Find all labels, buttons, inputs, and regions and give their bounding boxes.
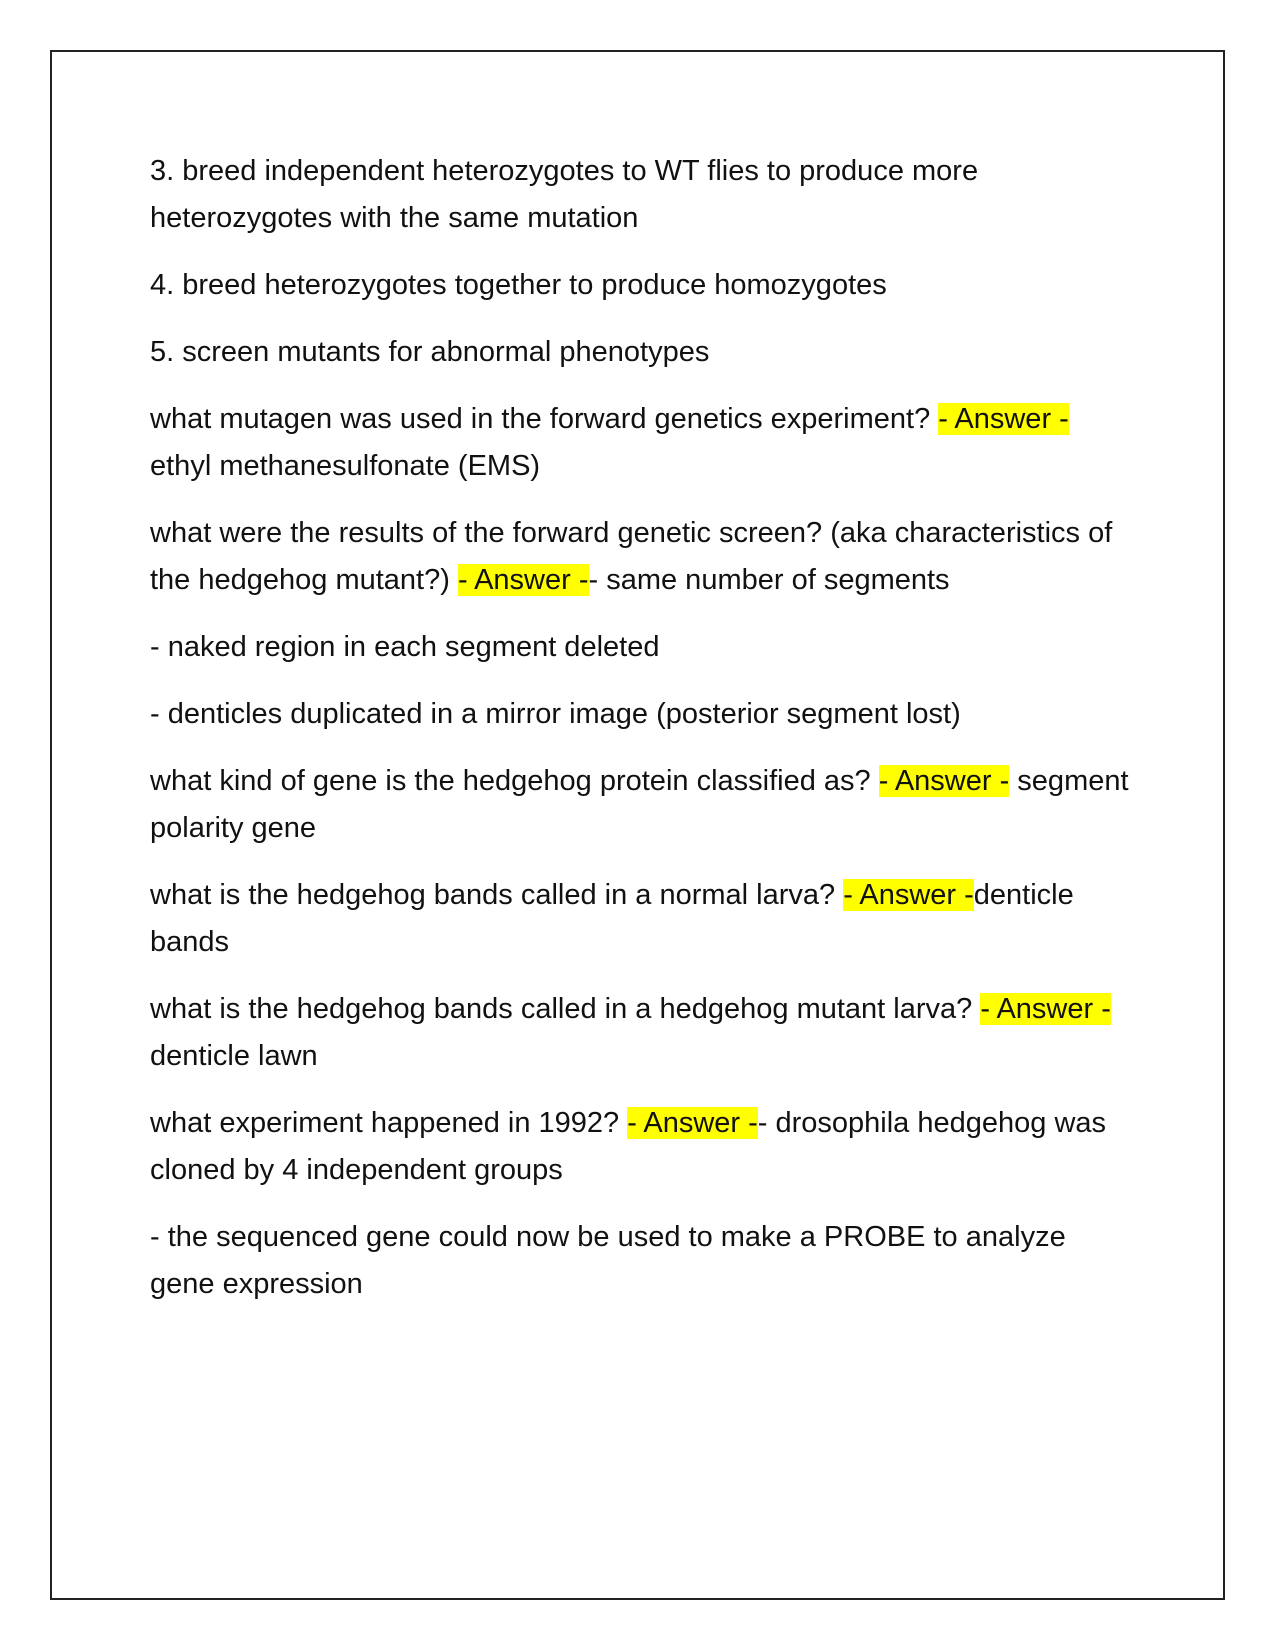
bullet-denticles (150, 691, 1135, 738)
question-text: what were the results of the forward genetic screen? (aka characteristics of the hedgehog mutant?) (150, 517, 1113, 596)
paragraph-text: - denticles duplicated in a mirror image (posterior segment lost) (150, 698, 961, 730)
document-body (150, 148, 1135, 1328)
bullet-probe (150, 1214, 1135, 1308)
answer-text: - same number of segments (588, 564, 950, 596)
answer-label-highlight: - Answer - (843, 879, 974, 911)
paragraph-text: 4. breed heterozygotes together to produce homozygotes (150, 269, 887, 301)
answer-text: denticle lawn (150, 1040, 318, 1072)
answer-label-highlight: - Answer - (457, 564, 589, 596)
question-text: what is the hedgehog bands called in a normal larva? (150, 879, 844, 911)
qa-normal-bands (150, 872, 1135, 966)
qa-gene-class (150, 758, 1135, 852)
answer-label-highlight: - Answer - (980, 993, 1111, 1025)
answer-text: denticle bands (150, 879, 1074, 958)
paragraph-text: 5. screen mutants for abnormal phenotypes (150, 336, 710, 368)
paragraph-step-5 (150, 329, 1135, 376)
question-text: what mutagen was used in the forward genetics experiment? (150, 403, 939, 435)
paragraph-text: - naked region in each segment deleted (150, 631, 660, 663)
paragraph-text: 3. breed independent heterozygotes to WT flies to produce more heterozygotes with the same mutation (150, 155, 979, 234)
question-text: what experiment happened in 1992? (150, 1107, 628, 1139)
question-text: what kind of gene is the hedgehog protein classified as? (150, 765, 879, 797)
qa-mutant-bands (150, 986, 1135, 1080)
qa-mutagen (150, 396, 1135, 490)
qa-1992-experiment (150, 1100, 1135, 1194)
answer-text: - drosophila hedgehog was cloned by 4 independent groups (150, 1107, 1107, 1186)
answer-label-highlight: - Answer - (878, 765, 1010, 797)
answer-label-highlight: - Answer - (938, 403, 1069, 435)
answer-label-highlight: - Answer - (627, 1107, 758, 1139)
paragraph-step-4 (150, 262, 1135, 309)
qa-screen-results (150, 510, 1135, 604)
question-text: what is the hedgehog bands called in a hedgehog mutant larva? (150, 993, 981, 1025)
paragraph-text: - the sequenced gene could now be used to make a PROBE to analyze gene expression (150, 1221, 1066, 1300)
answer-text: segment polarity gene (150, 765, 1129, 844)
answer-text: ethyl methanesulfonate (EMS) (150, 450, 541, 482)
bullet-naked-region (150, 624, 1135, 671)
paragraph-step-3 (150, 148, 1135, 242)
